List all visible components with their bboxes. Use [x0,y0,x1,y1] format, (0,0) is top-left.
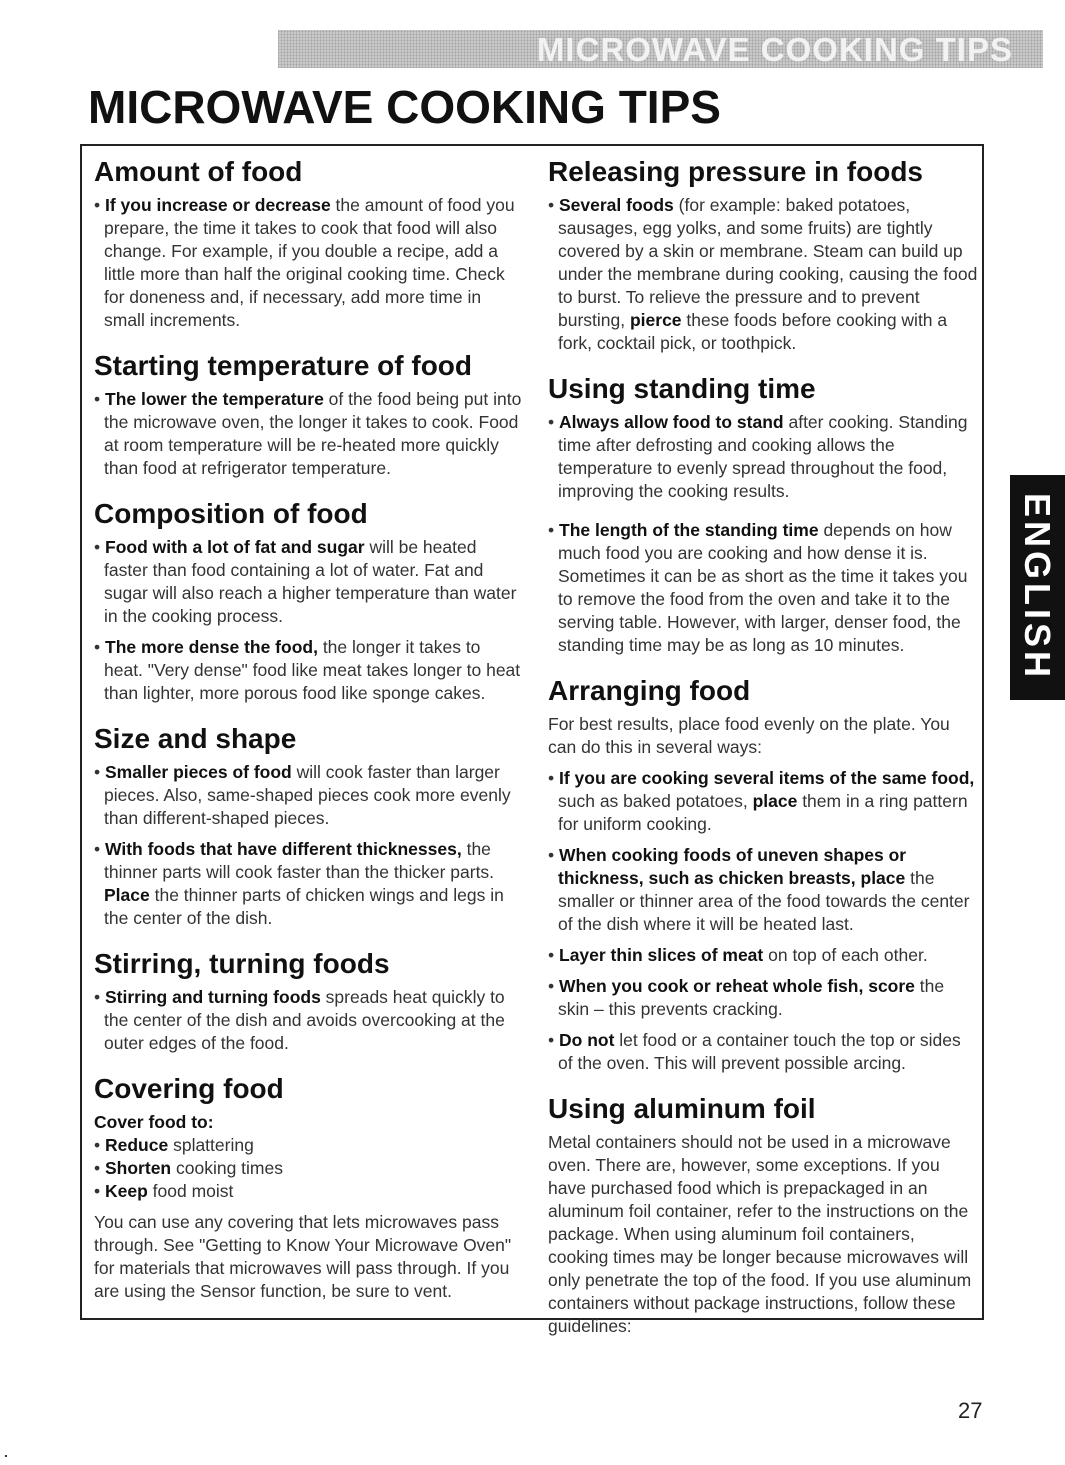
bullet-bold: Do not [559,1030,615,1050]
paragraph: For best results, place food evenly on the plate. You can do this in several ways: [548,714,950,757]
page-number: 27 [958,1398,983,1423]
section-aluminum-foil [548,1093,978,1338]
banner-text: MICROWAVE COOKING TIPS [536,31,1013,68]
bullet-text: the longer it takes to heat. "Very dense" food like meat takes longer to heat than lighter, more porous food like sponge cakes. [104,637,521,703]
bullet-item: • Layer thin slices of meat on top of each other. [548,945,928,965]
bullet-bold: Smaller pieces of food [105,762,292,782]
right-column [548,156,978,1356]
bullet-item: • Smaller pieces of food will cook faster than larger pieces. Also, same-shaped pieces cook more evenly than different-shaped pieces. [94,762,511,828]
bullet-text: splattering [168,1135,254,1155]
bullet-text: will cook faster than larger pieces. Also, same-shaped pieces cook more evenly than different-shaped pieces. [104,762,511,828]
language-side-tab [1010,475,1065,700]
bullet-bold: If you are cooking several items of the same food, [559,768,975,788]
section-heading: Stirring, turning foods [94,948,390,979]
section-amount-of-food [94,156,522,332]
bullet-text: such as baked potatoes, [558,791,753,811]
bullet-text: the smaller or thinner area of the food towards the center of the dish where it will be heated last. [558,868,970,934]
bullet-item: • Do not let food or a container touch the top or sides of the oven. This will prevent possible arcing. [548,1030,961,1073]
bullet-text: after cooking. Standing time after defrosting and cooking allows the temperature to evenly spread throughout the food, improving the cooking results. [558,412,968,501]
bullet-bold: When cooking foods of uneven shapes or thickness, such as chicken breasts, place [558,845,907,888]
bullet-item: • The lower the temperature of the food being put into the microwave oven, the longer it takes to cook. Food at room temperature will be re-heated more quickly than food at refrigerator temperature. [94,389,522,478]
paragraph: Metal containers should not be used in a microwave oven. There are, however, some exceptions. If you have purchased food which is prepackaged in an aluminum foil container, refer to the instructions on the package. When using aluminum foil containers, cooking times may be longer because microwaves will only penetrate the top of the food. If you use aluminum containers without package instructions, follow these guidelines: [548,1132,972,1336]
bullet-bold: With foods that have different thicknesses, [105,839,462,859]
bullet-bold: Place [104,885,150,905]
bullet-text: of the food being put into the microwave oven, the longer it takes to cook. Food at room temperature will be re-heated more quickly than food at refrigerator temperature. [104,389,522,478]
bullet-bold: Always allow food to stand [559,412,784,432]
bullet-item: • When you cook or reheat whole fish, score the skin – this prevents cracking. [548,976,945,1019]
section-heading: Amount of food [94,156,303,187]
bullet-item: • The length of the standing time depends on how much food you are cooking and how dense it is. Sometimes it can be as short as the time it takes you to remove the food from the oven and take it to the serving table. However, with larger, denser food, the standing time may be as long as 10 minutes. [548,520,968,655]
subheading: Cover food to: [94,1112,214,1132]
bullet-text: spreads heat quickly to the center of the dish and avoids overcooking at the outer edges of the food. [104,987,505,1053]
header-banner [278,30,1043,68]
bullet-item: • If you increase or decrease the amount of food you prepare, the time it takes to cook that food will also change. For example, if you double a recipe, add a little more than half the original cooking time. Check for doneness and, if necessary, add more time in small increments. [94,195,515,330]
bullet-bold: Food with a lot of fat and sugar [105,537,365,557]
bullet-item: • Keep food moist [94,1181,234,1201]
bullet-item: • The more dense the food, the longer it takes to heat. "Very dense" food like meat takes longer to heat than lighter, more porous food like sponge cakes. [94,637,521,703]
bullet-item: • Food with a lot of fat and sugar will be heated faster than food containing a lot of water. Fat and sugar will also reach a higher temperature than water in the cooking process. [94,537,517,626]
bullet-bold: Reduce [105,1135,169,1155]
bullet-item: • Stirring and turning foods spreads heat quickly to the center of the dish and avoids overcooking at the outer edges of the food. [94,987,505,1053]
section-heading: Starting temperature of food [94,350,473,381]
section-heading: Releasing pressure in foods [548,156,923,187]
bullet-item: • Always allow food to stand after cooking. Standing time after defrosting and cooking allows the temperature to evenly spread throughout the food, improving the cooking results. [548,412,968,501]
bullet-bold: Keep [105,1181,148,1201]
page-title: MICROWAVE COOKING TIPS [88,81,721,133]
bullet-bold: place [752,791,798,811]
bullet-bold: The length of the standing time [559,520,819,540]
bullet-bold: If you increase or decrease [105,195,331,215]
bullet-text: food moist [147,1181,234,1201]
bullet-bold: Layer thin slices of meat [559,945,764,965]
scan-dot [5,1455,7,1457]
section-covering-food [94,1073,522,1303]
bullet-bold: Several foods [559,195,674,215]
bullet-text: these foods before cooking with a fork, cocktail pick, or toothpick. [558,310,948,353]
left-column [94,156,522,1321]
section-heading: Composition of food [94,498,368,529]
section-heading: Using aluminum foil [548,1093,816,1124]
content-box [80,144,984,1336]
bullet-text: the thinner parts will cook faster than the thicker parts. [104,839,495,882]
section-stirring [94,948,522,1055]
bullet-text: the amount of food you prepare, the time it takes to cook that food will also change. For example, if you double a recipe, add a little more than half the original cooking time. Check for doneness and, if necessary, add more time in small increments. [104,195,515,330]
bullet-bold: pierce [629,310,682,330]
bullet-item: • When cooking foods of uneven shapes or thickness, such as chicken breasts, place the smaller or thinner area of the food towards the center of the dish where it will be heated last. [548,845,970,934]
bullet-text: will be heated faster than food containing a lot of water. Fat and sugar will also reach a higher temperature than water in the cooking process. [104,537,517,626]
section-standing-time [548,373,978,657]
bullet-item: • If you are cooking several items of the same food, such as baked potatoes, place them in a ring pattern for uniform cooking. [548,768,975,834]
bullet-text: (for example: baked potatoes, sausages, egg yolks, and some fruits) are tightly covered by a skin or membrane. Steam can build up under the membrane during cooking, causing the food to burst. To relieve the pressure and to prevent bursting, [558,195,978,330]
bullet-text: on top of each other. [763,945,928,965]
bullet-text: the skin – this prevents cracking. [558,976,945,1019]
section-heading: Covering food [94,1073,284,1104]
bullet-bold: Stirring and turning foods [105,987,321,1007]
bullet-bold: When you cook or reheat whole fish, score [559,976,915,996]
bullet-text: let food or a container touch the top or sides of the oven. This will prevent possible arcing. [558,1030,961,1073]
bullet-text: depends on how much food you are cooking and how dense it is. Sometimes it can be as short as the time it takes you to remove the food from the oven and take it to the serving table. However, with larger, denser food, the standing time may be as long as 10 minutes. [558,520,968,655]
bullet-item: • Shorten cooking times [94,1158,283,1178]
section-arranging-food [548,675,978,1075]
section-heading: Arranging food [548,675,751,706]
bullet-bold: Shorten [105,1158,172,1178]
bullet-bold: The more dense the food, [105,637,318,657]
bullet-item: • With foods that have different thicknesses, the thinner parts will cook faster than the thicker parts. Place the thinner parts of chicken wings and legs in the center of the dish. [94,839,504,928]
bullet-text: the thinner parts of chicken wings and legs in the center of the dish. [104,885,504,928]
section-starting-temperature [94,350,522,480]
bullet-item: • Reduce splattering [94,1135,254,1155]
section-heading: Size and shape [94,723,297,754]
section-size-and-shape [94,723,522,930]
section-releasing-pressure [548,156,978,355]
side-tab-label: ENGLISH [1017,492,1058,682]
bullet-text: cooking times [171,1158,283,1178]
bullet-text: them in a ring pattern for uniform cooking. [558,791,968,834]
bullet-item: • Several foods (for example: baked potatoes, sausages, egg yolks, and some fruits) are tightly covered by a skin or membrane. Steam can build up under the membrane during cooking, causing the food to burst. To relieve the pressure and to prevent bursting, pierce these foods before cooking with a fork, cocktail pick, or toothpick. [548,195,978,353]
bullet-bold: The lower the temperature [105,389,324,409]
section-heading: Using standing time [548,373,816,404]
section-composition [94,498,522,705]
paragraph: You can use any covering that lets microwaves pass through. See "Getting to Know Your Microwave Oven" for materials that microwaves will pass through. If you are using the Sensor function, be sure to vent. [94,1212,512,1301]
